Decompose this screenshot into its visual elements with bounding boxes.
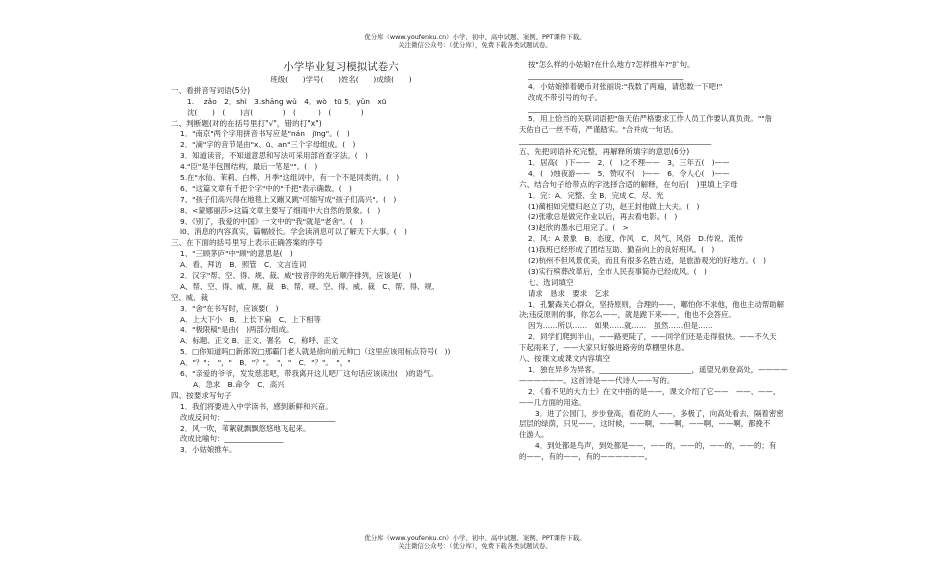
question-line: 决;违反原则的事，你怎么——，就是跪下来——，他也不会答应。: [519, 310, 736, 320]
question-line: (2)张歌总是做完作业以后，再去看电影。( ): [528, 212, 678, 222]
student-info-line: 班级( )学号( )姓名( )成绩( ): [270, 75, 412, 84]
question-line: 3．"舍"在书写时，应该要( ): [180, 303, 279, 313]
page-footer: [0, 534, 950, 550]
question-line: l0、消息的内容真实，篇幅较长。学会读消息可以了解天下大事。( ): [180, 227, 407, 237]
answer-line: 改成反问句：______________________________: [180, 412, 336, 422]
section-6-heading: 六、结合句子给带点的字选择合适的解释，在句后( )里填上字母: [519, 179, 738, 189]
question-line: 2．"滴"字的音节是由"x、ū、an"三个字母组成。( ): [180, 140, 356, 150]
section-4-heading: 四、按要求写句子: [171, 390, 232, 400]
footer-line-2: 关注微信公众号：（优分库），免费下载各类试题试卷。: [398, 542, 552, 550]
options-line: A．标题、正文 B．正文、署名 C．称呼、正文: [180, 336, 339, 346]
page-header: [0, 33, 950, 49]
question-line: 2．汉字"帮、空、得、规、裁、威"按音序的先后顺序排列，应该是( ): [180, 271, 412, 281]
question-line: 1．"南京"两个字用拼音书写应是"nán jīng"。( ): [180, 129, 350, 139]
exam-title: 小学毕业复习模拟试卷六: [283, 61, 399, 73]
question-line: 5.在"水仙、茉莉、白桦、月季"这组词中，有一个不是同类的。( ): [180, 173, 400, 183]
question-line: 1．孔繁森关心群众，坚持原则，合理的——，嘟怕你不求他，他也主动帮助解: [528, 299, 784, 309]
question-line: 天佑自己一丝不苟，严谨踏实。"合并成一句话。: [519, 125, 678, 135]
options-line: A．急求 B.命令 C．高兴: [193, 379, 285, 389]
section-7-heading: 七、选词填空: [528, 277, 574, 287]
answer-line: ____________________________________________________: [519, 136, 712, 146]
question-line: 5．用上恰当的关联词语把"詹天佑严格要求工作人员工作要认真负责。""詹: [528, 114, 773, 124]
section-3-heading: 三、在下面的括号里写上表示正确答案的序号: [171, 238, 323, 248]
question-line: 层层的绿荫，只见——，这时候，——啊，——啊，——啊，——啊，都挽不: [519, 419, 771, 429]
pinyin-line: 1. zǎo 2．shì 3.shāng wǔ 4．wò tū 5．yǔn xū: [187, 96, 387, 106]
question-line: 3．知道读音，不知道意思和写法可采用部首查字法。( ): [180, 151, 368, 161]
question-line: 3．小姑娘推车。: [180, 445, 237, 455]
question-line: 1．我们将要进入中学读书，感到新鲜和兴奋。: [180, 401, 333, 411]
question-line: 6、"亲爱的爷爷，发发慈悲吧，带我离开这儿吧厂这句话应该读出( )的语气。: [180, 369, 438, 379]
question-line: 住游人。: [519, 430, 549, 440]
options-line: A．看、拜访 B．照管 C．文言连词: [180, 260, 307, 270]
header-line-1: 优分库（www.youfenku.cn）小学、初中、高中试题、案例、PPT课件下载。: [364, 33, 586, 41]
question-line: 1．独在异乡为异客，_________________________，遥望兄弟登高处，————: [528, 364, 788, 374]
question-line: 下起雨来了，——大家只好躲进路旁的草棚里休息。: [519, 343, 689, 353]
question-line: 的——，有的——，有的——————。: [519, 452, 653, 462]
section-1-heading: 一、看拼音写词语(5分): [171, 85, 251, 95]
question-line: ——几方面的用途。: [519, 397, 586, 407]
question-line: 改成不带引号的句子。: [528, 92, 602, 102]
options-line: A．"？"； "，" B．"？"。 "，" C．"？"。 "，": [180, 358, 351, 368]
question-line: 4．小姑娘捧着硬币对张丽说:"我数了两遍，请您数一下吧!": [528, 81, 723, 91]
options-line: 2．风：A 景象 B．态度、作风 C．风气、风俗 D.传说、流传: [528, 234, 744, 244]
question-line: 1、"三顾茅庐"中"顾"的意思是( ): [180, 249, 293, 259]
options-line: A．上大下小 B．上长下扁 C、上下相等: [180, 314, 321, 324]
question-line: (2)杭州不但风景优美，而且有很多名胜古迹，是旅游观光的好地方。( ): [528, 256, 766, 266]
question-line: 2．风一吹，苇絮就飘飘悠悠地飞起来。: [180, 423, 311, 433]
question-line: 4."臣"是半包围结构，最后一笔是""。( ): [180, 162, 318, 172]
question-line: ——————。这首诗是——代诗人——写的。: [519, 375, 675, 385]
left-column: [171, 60, 511, 456]
question-line: 4．( )烛夜游—— 5．赞叹不( )—— 6．令人心( )——: [528, 168, 730, 178]
options-line: 空、威、裁: [171, 292, 208, 302]
question-line: 按"怎么样的小姑娘?在什么地方?怎样推车?"扩句。: [528, 60, 695, 69]
answer-line: 改成比喻句：________________: [180, 434, 284, 444]
question-line: 9、《别了，我爱的中国》一文中的"我"就是"老舍"。( ): [180, 216, 363, 226]
question-line: 6、"这篇文章有千把个字"中的"千把"表示确数。( ): [180, 183, 352, 193]
options-line: A、帮、空、得、威、规、裁 B、帮、规、空、得、威、裁 C、帮、得、规、: [180, 281, 440, 291]
section-8-heading: 八、按课文或课文内容填空: [519, 354, 611, 364]
header-line-2: 关注微信公众号：（优分库），免费下载各类试题试卷。: [398, 41, 552, 49]
section-5-heading: 五、先把词语补充完整，再解释所填字的意思(6分): [519, 147, 690, 157]
question-line: 3．进了公园门，步步登高，看花的人——，多极了，向高处看去，隔着密密: [535, 408, 784, 418]
question-line: 7、"孩子们高兴得在地毯上又蹦又跳"可缩写成"孩子们高兴"。( ): [180, 194, 397, 204]
question-line: 5．□你知道吗□新郎说□那霸门老人就是徐向前元帅□（这里应该用标点符号( )): [180, 347, 451, 357]
question-line: 2．《看不见的大力士》在文中指的是——，课文介绍了它—— ——、——、: [528, 386, 781, 396]
question-line: 1．居高( )下—— 2．( )之不理—— 3，三年五( )——: [528, 158, 730, 168]
right-column: [519, 60, 849, 463]
question-line: (1)蔺相如完璧归赵立了功，赵王封他做上大夫。( ): [528, 201, 700, 211]
question-line: (3)实行殡葬改革后，全市人民丧事简办已经成风。( ): [528, 266, 707, 276]
answer-line: __________________________________________: [528, 70, 684, 80]
word-choices-line: 请求 恳求 要求 乞求: [528, 288, 610, 298]
question-line: 4．到处都是鸟声，到处都是——，——的，——的，——的，——的；有: [535, 441, 777, 451]
footer-line-1: 优分库（www.youfenku.cn）小学、初中、高中试题、案例、PPT课件下载。: [364, 534, 586, 542]
question-line: (3)赵欣的墨水已用完了。( >: [528, 223, 629, 233]
answer-line: __________________________________________: [528, 103, 684, 113]
section-2-heading: 二、判断题(对的在括号里打"√"，错的打"x"): [171, 118, 322, 128]
question-line: 2．同学们爬到半山，——路更陡了，——同学们还是走得很快。——不久天: [528, 332, 777, 342]
options-line: 1．完：A．完整、全 B．完成 C．尽、光: [528, 190, 664, 200]
question-line: 8、<蒙娜丽莎>这篇文章主要写了细雨中大自然的景象。( ): [180, 205, 381, 215]
question-line: (1)我班已经形成了团结互助、勤奋向上的良好班风。( ): [528, 245, 715, 255]
word-choices-line: 因为……所以…… 如果……就…… 虽然……但是……: [528, 321, 713, 331]
question-line: 4．"极限稿"是由( )两部分组成。: [180, 325, 294, 335]
pinyin-answer-line: 沈( ) ( )言( ) ( ) ( ): [187, 107, 364, 117]
